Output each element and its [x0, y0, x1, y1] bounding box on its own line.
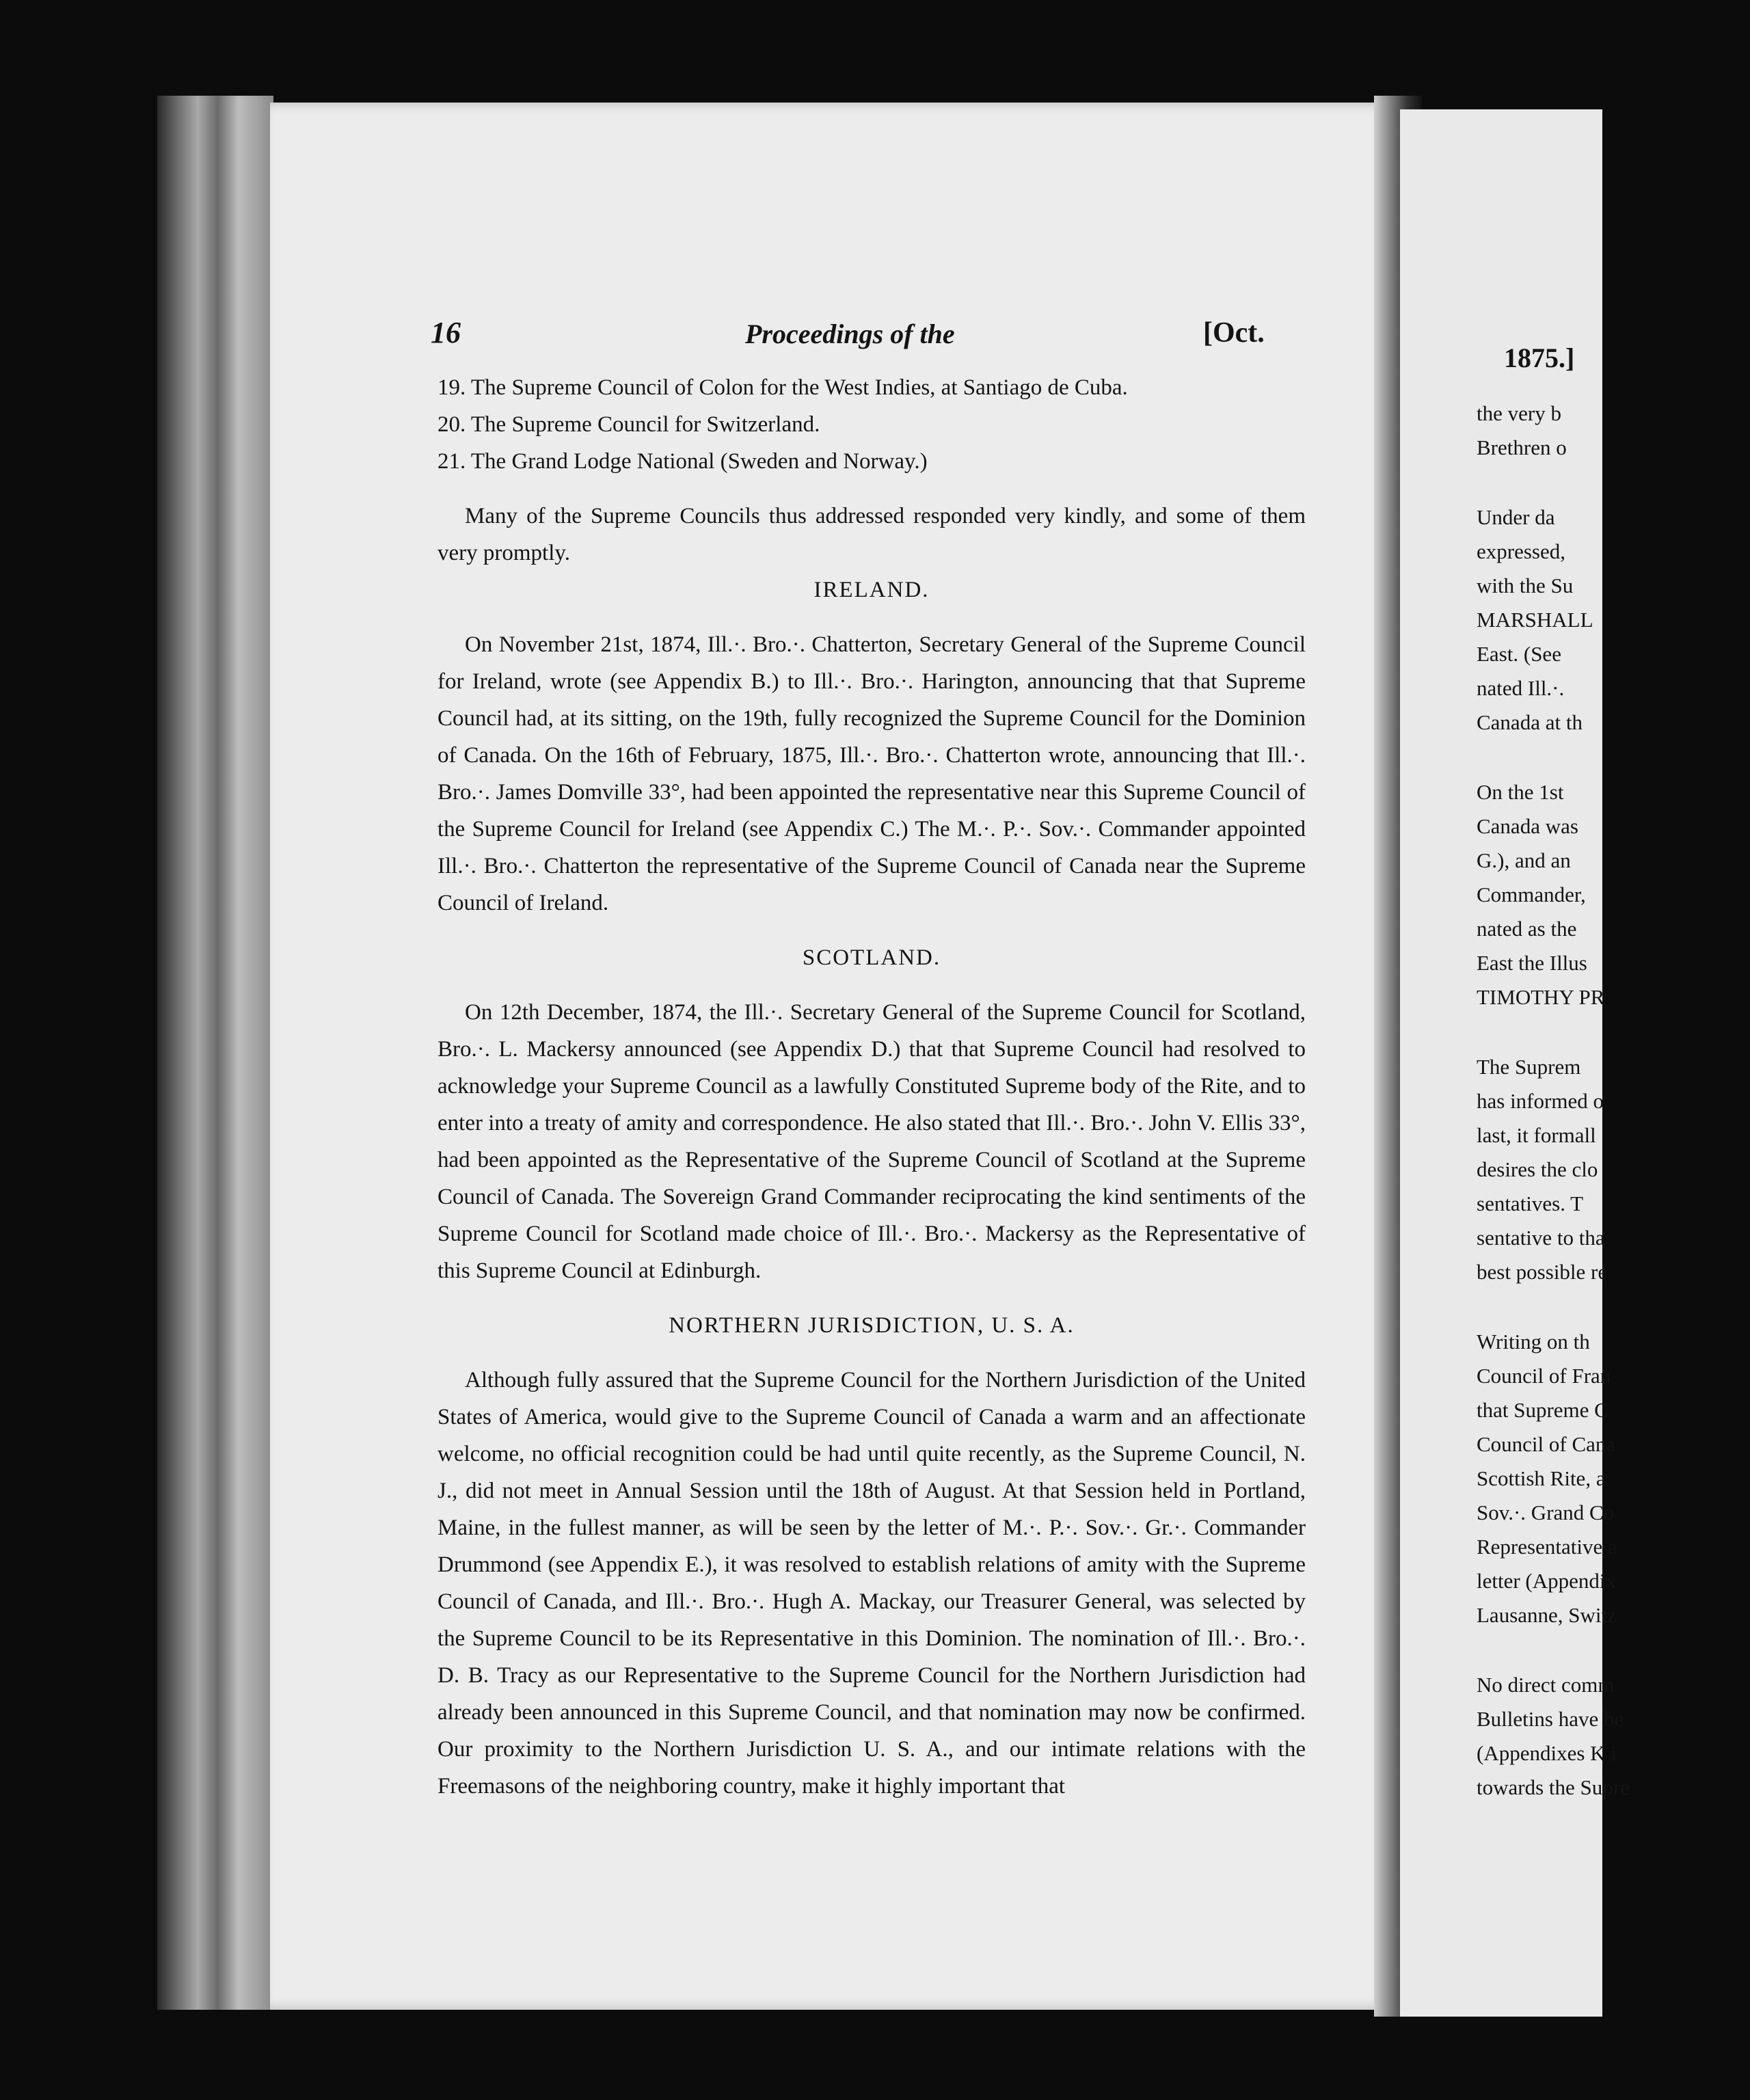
page-number: 16 [431, 316, 461, 349]
right-page-line: Writing on th [1477, 1330, 1590, 1354]
right-page-line: MARSHALL [1477, 608, 1593, 632]
paragraph-gap [1477, 740, 1750, 775]
paragraph-gap [1477, 465, 1750, 500]
right-page-line: East the Illus [1477, 951, 1587, 975]
running-title: Proceedings of the [745, 319, 955, 349]
right-page-line: sentative to tha [1477, 1226, 1605, 1250]
right-page-line: Lausanne, Switz [1477, 1603, 1617, 1627]
heading-northern-jurisdiction: NORTHERN JURISDICTION, U. S. A. [669, 1313, 1075, 1338]
right-page-line: that Supreme C [1477, 1398, 1608, 1422]
right-page-line: Council of Fran [1477, 1364, 1611, 1388]
right-page-line: Representative a [1477, 1535, 1617, 1559]
right-page-line: best possible re [1477, 1260, 1608, 1284]
right-page-line: The Suprem [1477, 1055, 1581, 1079]
right-page-line: has informed o [1477, 1089, 1604, 1113]
right-page-line: Bulletins have be [1477, 1707, 1624, 1731]
book-page-edges [157, 96, 273, 2010]
paragraph-gap [1477, 1632, 1750, 1668]
right-page-body [1477, 396, 1750, 1805]
paragraph-gap [1477, 1014, 1750, 1050]
paragraph-northern-jurisdiction: Although fully assured that the Supreme Council for the Northern Jurisdiction of the United States of America, would give to the Supreme Council of Canada a warm and an affectionate welcome, no official recognition could be had until quite recently, as the Supreme Council, N. J., did not meet in Annual Session until the 18th of August. At that Session held in Portland, Maine, in the fullest manner, as will be seen by the letter of M.·. P.·. Sov.·. Gr.·. Commander Drummond (see Appendix E.), it was resolved to establish relations of amity with the Supreme Council of Canada, and Ill.·. Bro.·. Hugh A. Mackay, our Treasurer General, was selected by the Supreme Council to be its Representative in this Dominion. The nomination of Ill.·. Bro.·. D. B. Tracy as our Representative to the Supreme Council for the Northern Jurisdiction had already been announced in this Supreme Council, and that nomination may now be confirmed. Our proximity to the Northern Jurisdiction U. S. A., and our intimate relations with the Freemasons of the neighboring country, make it highly important that [438, 1368, 1306, 1799]
left-page-body [438, 369, 1306, 1805]
right-page-line: East. (See [1477, 642, 1561, 666]
intro-paragraph: Many of the Supreme Councils thus addressed responded very kindly, and some of them very promptly. [438, 504, 1306, 565]
right-page-header: 1875.] [1504, 342, 1575, 373]
heading-ireland: IRELAND. [813, 578, 930, 602]
running-date: [Oct. [1203, 317, 1265, 349]
right-page-line: Commander, [1477, 883, 1586, 906]
right-page-line: Under da [1477, 505, 1555, 529]
paragraph-ireland: On November 21st, 1874, Ill.·. Bro.·. Chatterton, Secretary General of the Supreme Council for Ireland, wrote (see Appendix B.) to Ill.·. Bro.·. Harington, announcing that that Supreme Council had, at its sitting, on the 19th, fully recognized the Supreme Council for the Dominion of Canada. On the 16th of February, 1875, Ill.·. Bro.·. Chatterton wrote, announcing that Ill.·. Bro.·. James Domville 33°, had been appointed the representative near this Supreme Council of the Supreme Council for Ireland (see Appendix C.) The M.·. P.·. Sov.·. Commander appointed Ill.·. Bro.·. Chatterton the representative of the Supreme Council of Canada near the Supreme Council of Ireland. [438, 632, 1306, 915]
right-page-line: nated Ill.·. [1477, 676, 1565, 700]
right-page-line: No direct comm [1477, 1673, 1615, 1697]
right-page-line: expressed, [1477, 539, 1565, 563]
right-page-line: TIMOTHY PR [1477, 985, 1605, 1009]
list-item: 21. The Grand Lodge National (Sweden and Norway.) [438, 449, 928, 474]
paragraph-scotland: On 12th December, 1874, the Ill.·. Secretary General of the Supreme Council for Scotland, Bro.·. L. Mackersy announced (see Appendix D.) that that Supreme Council had resolved to acknowledge your Supreme Council as a lawfully Constituted Supreme body of the Rite, and to enter into a treaty of amity and correspondence. He also stated that Ill.·. Bro.·. John V. Ellis 33°, had been appointed as the Representative of the Supreme Council of Scotland at the Supreme Council of Canada. The Sovereign Grand Commander reciprocating the kind sentiments of the Supreme Council for Scotland made choice of Ill.·. Bro.·. Mackersy as the Representative of this Supreme Council at Edinburgh. [438, 1000, 1306, 1283]
right-page-line: the very b [1477, 401, 1561, 425]
right-page-line: letter (Appendix [1477, 1569, 1617, 1593]
right-page-line: Canada at th [1477, 710, 1583, 734]
right-page-line: Sov.·. Grand Co [1477, 1500, 1615, 1524]
right-page-line: G.), and an [1477, 848, 1571, 872]
heading-scotland: SCOTLAND. [802, 945, 941, 970]
right-page-line: nated as the [1477, 917, 1577, 941]
right-page-line: On the 1st [1477, 780, 1564, 804]
right-page-line: Scottish Rite, a [1477, 1466, 1606, 1490]
right-page-line: Brethren o [1477, 435, 1567, 459]
right-page-line: Council of Cana [1477, 1432, 1616, 1456]
right-page-line: with the Su [1477, 574, 1574, 597]
right-page-line: Canada was [1477, 814, 1578, 838]
list-item: 20. The Supreme Council for Switzerland. [438, 412, 820, 437]
paragraph-gap [1477, 1289, 1750, 1325]
right-page-line: towards the Supre [1477, 1775, 1630, 1799]
right-page-line: last, it formall [1477, 1123, 1596, 1147]
right-page-line: desires the clo [1477, 1157, 1598, 1181]
right-page-line: (Appendixes K i [1477, 1741, 1617, 1765]
right-page-line: sentatives. T [1477, 1192, 1584, 1215]
list-item: 19. The Supreme Council of Colon for the West Indies, at Santiago de Cuba. [438, 375, 1128, 400]
